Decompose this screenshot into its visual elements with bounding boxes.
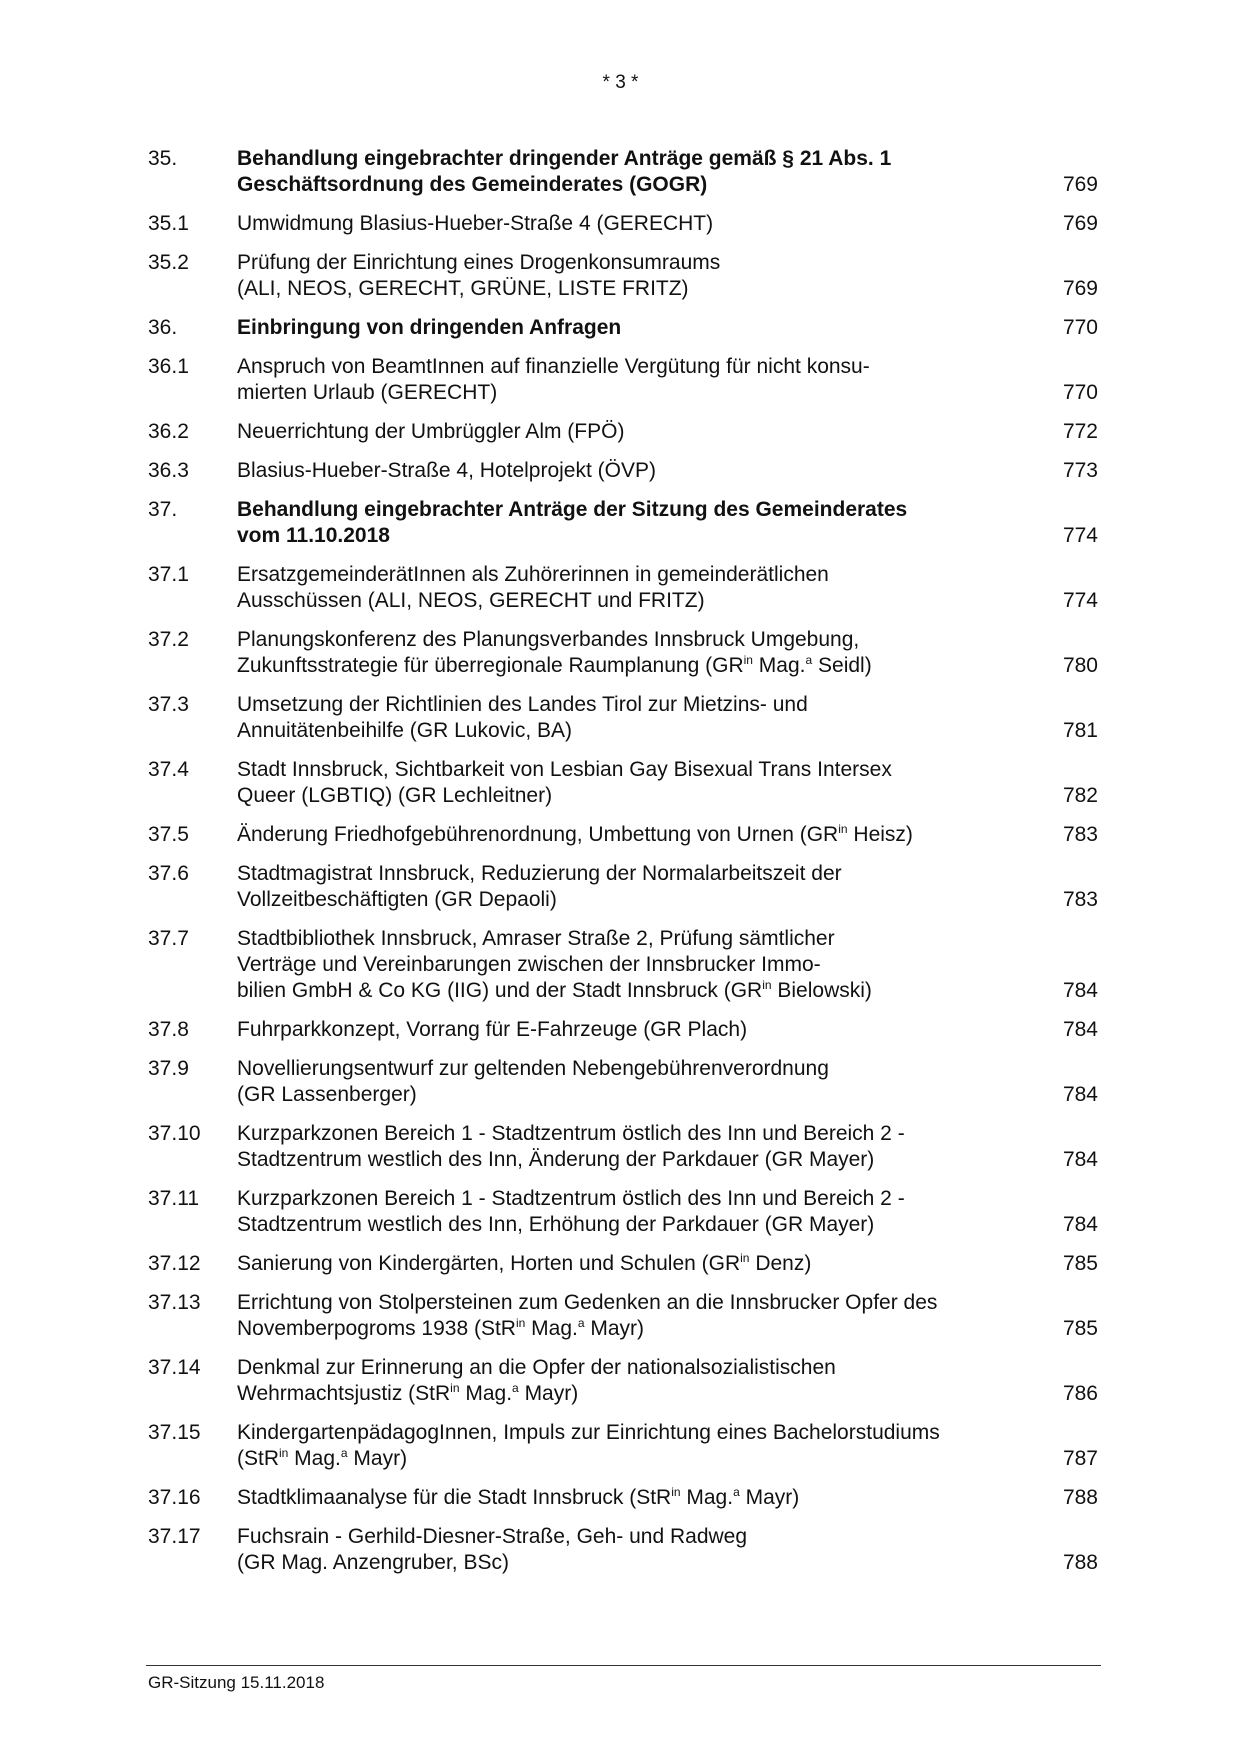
- toc-entry-title: Umwidmung Blasius-Hueber-Straße 4 (GERECHT): [237, 212, 714, 235]
- toc-entry-page: 769: [1062, 173, 1098, 196]
- toc-entry-title: Prüfung der Einrichtung eines Drogenkonsumraums (ALI, NEOS, GERECHT, GRÜNE, LISTE FRITZ): [237, 251, 721, 300]
- table-of-contents: [148, 146, 1098, 1589]
- toc-entry-title: KindergartenpädagogInnen, Impuls zur Einrichtung eines Bachelorstudiums (StR$^{in}$ Mag.$^a$ Mayr): [237, 1421, 940, 1470]
- toc-entry: [148, 926, 1098, 1004]
- toc-entry-page: 787: [1062, 1447, 1098, 1470]
- toc-entry-number: 37.8: [148, 1018, 189, 1041]
- toc-entry-page: 783: [1062, 888, 1098, 911]
- toc-entry-number: 36.: [148, 316, 178, 339]
- toc-entry-page: 788: [1062, 1486, 1098, 1509]
- toc-entry: [148, 1524, 1098, 1576]
- toc-entry: [148, 354, 1098, 406]
- toc-entry-page: 772: [1062, 420, 1098, 443]
- toc-entry-title: Errichtung von Stolpersteinen zum Gedenken an die Innsbrucker Opfer des Novemberpogroms 1938 (StR$^{in}$ Mag.$^a$ Mayr): [237, 1291, 938, 1340]
- toc-entry: [148, 146, 1098, 198]
- toc-entry-page: 784: [1062, 1083, 1098, 1106]
- toc-entry: [148, 692, 1098, 744]
- toc-entry-number: 37.4: [148, 758, 189, 781]
- toc-entry-title: Sanierung von Kindergärten, Horten und Schulen ($GR^{in}$ Denz): [237, 1251, 812, 1275]
- toc-entry-number: 37.17: [148, 1525, 201, 1548]
- toc-entry-page: 774: [1062, 524, 1098, 547]
- toc-entry-page: 785: [1062, 1252, 1098, 1275]
- toc-entry-number: 37.11: [148, 1187, 199, 1210]
- toc-entry: [148, 419, 1098, 445]
- toc-entry-number: 35.2: [148, 251, 189, 274]
- toc-entry: [148, 627, 1098, 679]
- toc-entry: [148, 757, 1098, 809]
- toc-entry-number: 37.16: [148, 1486, 201, 1509]
- toc-entry-page: 786: [1062, 1382, 1098, 1405]
- toc-entry: [148, 1186, 1098, 1238]
- toc-entry-page: 783: [1062, 823, 1098, 846]
- toc-entry-number: 37.7: [148, 927, 189, 950]
- toc-entry: [148, 1355, 1098, 1407]
- toc-entry-number: 37.6: [148, 862, 189, 885]
- toc-entry-title: Stadtbibliothek Innsbruck, Amraser Straße 2, Prüfung sämtlicher Verträge und Vereinbarungen zwischen der Innsbrucker Immo- bilien GmbH & Co KG (IIG) und der Stadt Innsbruck ($GR^{in}$ Bielowski): [237, 927, 872, 1002]
- toc-entry-number: 37.2: [148, 628, 189, 651]
- toc-entry-page: 769: [1062, 212, 1098, 235]
- toc-entry-title: Fuhrparkkonzept, Vorrang für E-Fahrzeuge (GR Plach): [237, 1018, 748, 1041]
- toc-entry: [148, 497, 1098, 549]
- toc-entry-number: 35.: [148, 147, 178, 170]
- toc-entry-page: 784: [1062, 1018, 1098, 1041]
- toc-entry-page: 780: [1062, 654, 1098, 677]
- toc-entry-number: 36.2: [148, 420, 189, 443]
- toc-entry: [148, 1251, 1098, 1277]
- toc-entry-page: 782: [1062, 784, 1098, 807]
- toc-entry-number: 37.: [148, 498, 178, 521]
- toc-entry-title: Kurzparkzonen Bereich 1 - Stadtzentrum östlich des Inn und Bereich 2 - Stadtzentrum westlich des Inn, Erhöhung der Parkdauer (GR Mayer): [237, 1187, 905, 1236]
- toc-entry: [148, 315, 1098, 341]
- toc-entry-number: 37.14: [148, 1356, 201, 1379]
- toc-entry-title: Kurzparkzonen Bereich 1 - Stadtzentrum östlich des Inn und Bereich 2 - Stadtzentrum westlich des Inn, Änderung der Parkdauer (GR Mayer): [237, 1122, 905, 1171]
- toc-entry: [148, 1017, 1098, 1043]
- toc-entry-page: 774: [1062, 589, 1098, 612]
- toc-entry-page: 770: [1062, 316, 1098, 339]
- toc-entry-page: 784: [1062, 1148, 1098, 1171]
- toc-entry-title: Denkmal zur Erinnerung an die Opfer der nationalsozialistischen Wehrmachtsjustiz (StR$^{in}$ Mag.$^a$ Mayr): [237, 1356, 836, 1405]
- toc-entry-title: Stadt Innsbruck, Sichtbarkeit von Lesbian Gay Bisexual Trans Intersex Queer (LGBTIQ) (GR Lechleitner): [237, 758, 892, 807]
- toc-entry: [148, 458, 1098, 484]
- toc-entry-page: 784: [1062, 979, 1098, 1002]
- toc-entry-page: 773: [1062, 459, 1098, 482]
- toc-entry-number: 36.1: [148, 355, 189, 378]
- toc-entry-number: 37.5: [148, 823, 189, 846]
- toc-entry-number: 37.1: [148, 563, 189, 586]
- toc-entry: [148, 1056, 1098, 1108]
- toc-entry-title: Stadtmagistrat Innsbruck, Reduzierung der Normalarbeitszeit der Vollzeitbeschäftigten (GR Depaoli): [237, 862, 842, 911]
- toc-entry-title: Einbringung von dringenden Anfragen: [237, 316, 622, 339]
- toc-entry-title: ErsatzgemeinderätInnen als Zuhörerinnen in gemeinderätlichen Ausschüssen (ALI, NEOS, GERECHT und FRITZ): [237, 563, 829, 612]
- toc-entry-title: Fuchsrain - Gerhild-Diesner-Straße, Geh- und Radweg (GR Mag. Anzengruber, BSc): [237, 1525, 748, 1574]
- toc-entry-page: 784: [1062, 1213, 1098, 1236]
- toc-entry-title: Behandlung eingebrachter dringender Anträge gemäß § 21 Abs. 1 Geschäftsordnung des Gemeinderates (GOGR): [237, 147, 892, 196]
- toc-entry: [148, 1485, 1098, 1511]
- toc-entry-title: Blasius-Hueber-Straße 4, Hotelprojekt (ÖVP): [237, 459, 656, 482]
- toc-entry: [148, 861, 1098, 913]
- toc-entry-number: 37.12: [148, 1252, 201, 1275]
- toc-entry: [148, 822, 1098, 848]
- toc-entry-title: Novellierungsentwurf zur geltenden Nebengebührenverordnung (GR Lassenberger): [237, 1057, 829, 1106]
- toc-entry-title: Behandlung eingebrachter Anträge der Sitzung des Gemeinderates vom 11.10.2018: [237, 498, 908, 547]
- toc-entry-number: 35.1: [148, 212, 189, 235]
- toc-entry-page: 781: [1062, 719, 1098, 742]
- toc-entry-number: 37.15: [148, 1421, 201, 1444]
- toc-entry-title: Anspruch von BeamtInnen auf finanzielle Vergütung für nicht konsu- mierten Urlaub (GERECHT): [237, 355, 870, 404]
- toc-entry: [148, 211, 1098, 237]
- toc-entry-page: 788: [1062, 1551, 1098, 1574]
- toc-entry-number: 37.9: [148, 1057, 189, 1080]
- toc-entry-title: Stadtklimaanalyse für die Stadt Innsbruck (StR$^{in}$ Mag.$^a$ Mayr): [237, 1485, 800, 1509]
- toc-entry-title: Umsetzung der Richtlinien des Landes Tirol zur Mietzins- und Annuitätenbeihilfe (GR Lukovic, BA): [237, 693, 808, 742]
- toc-entry-page: 769: [1062, 277, 1098, 300]
- toc-entry: [148, 250, 1098, 302]
- toc-entry-number: 37.13: [148, 1291, 201, 1314]
- toc-entry-number: 37.3: [148, 693, 189, 716]
- toc-entry-page: 785: [1062, 1317, 1098, 1340]
- toc-entry-page: 770: [1062, 381, 1098, 404]
- toc-entry-title: Änderung Friedhofgebührenordnung, Umbettung von Urnen ($GR^{in}$ Heisz): [237, 822, 913, 846]
- footer-session-date: GR-Sitzung 15.11.2018: [148, 1673, 325, 1692]
- toc-entry-number: 37.10: [148, 1122, 201, 1145]
- toc-entry-title: Neuerrichtung der Umbrüggler Alm (FPÖ): [237, 420, 625, 443]
- footer-divider: [146, 1665, 1101, 1666]
- toc-entry: [148, 1290, 1098, 1342]
- toc-entry-title: Planungskonferenz des Planungsverbandes Innsbruck Umgebung, Zukunftsstrategie für überregionale Raumplanung ($GR^{in}$ Mag.$^a$ Seidl): [237, 628, 872, 677]
- toc-entry: [148, 1121, 1098, 1173]
- page-number: * 3 *: [602, 72, 639, 93]
- toc-entry: [148, 1420, 1098, 1472]
- toc-entry: [148, 562, 1098, 614]
- toc-entry-number: 36.3: [148, 459, 189, 482]
